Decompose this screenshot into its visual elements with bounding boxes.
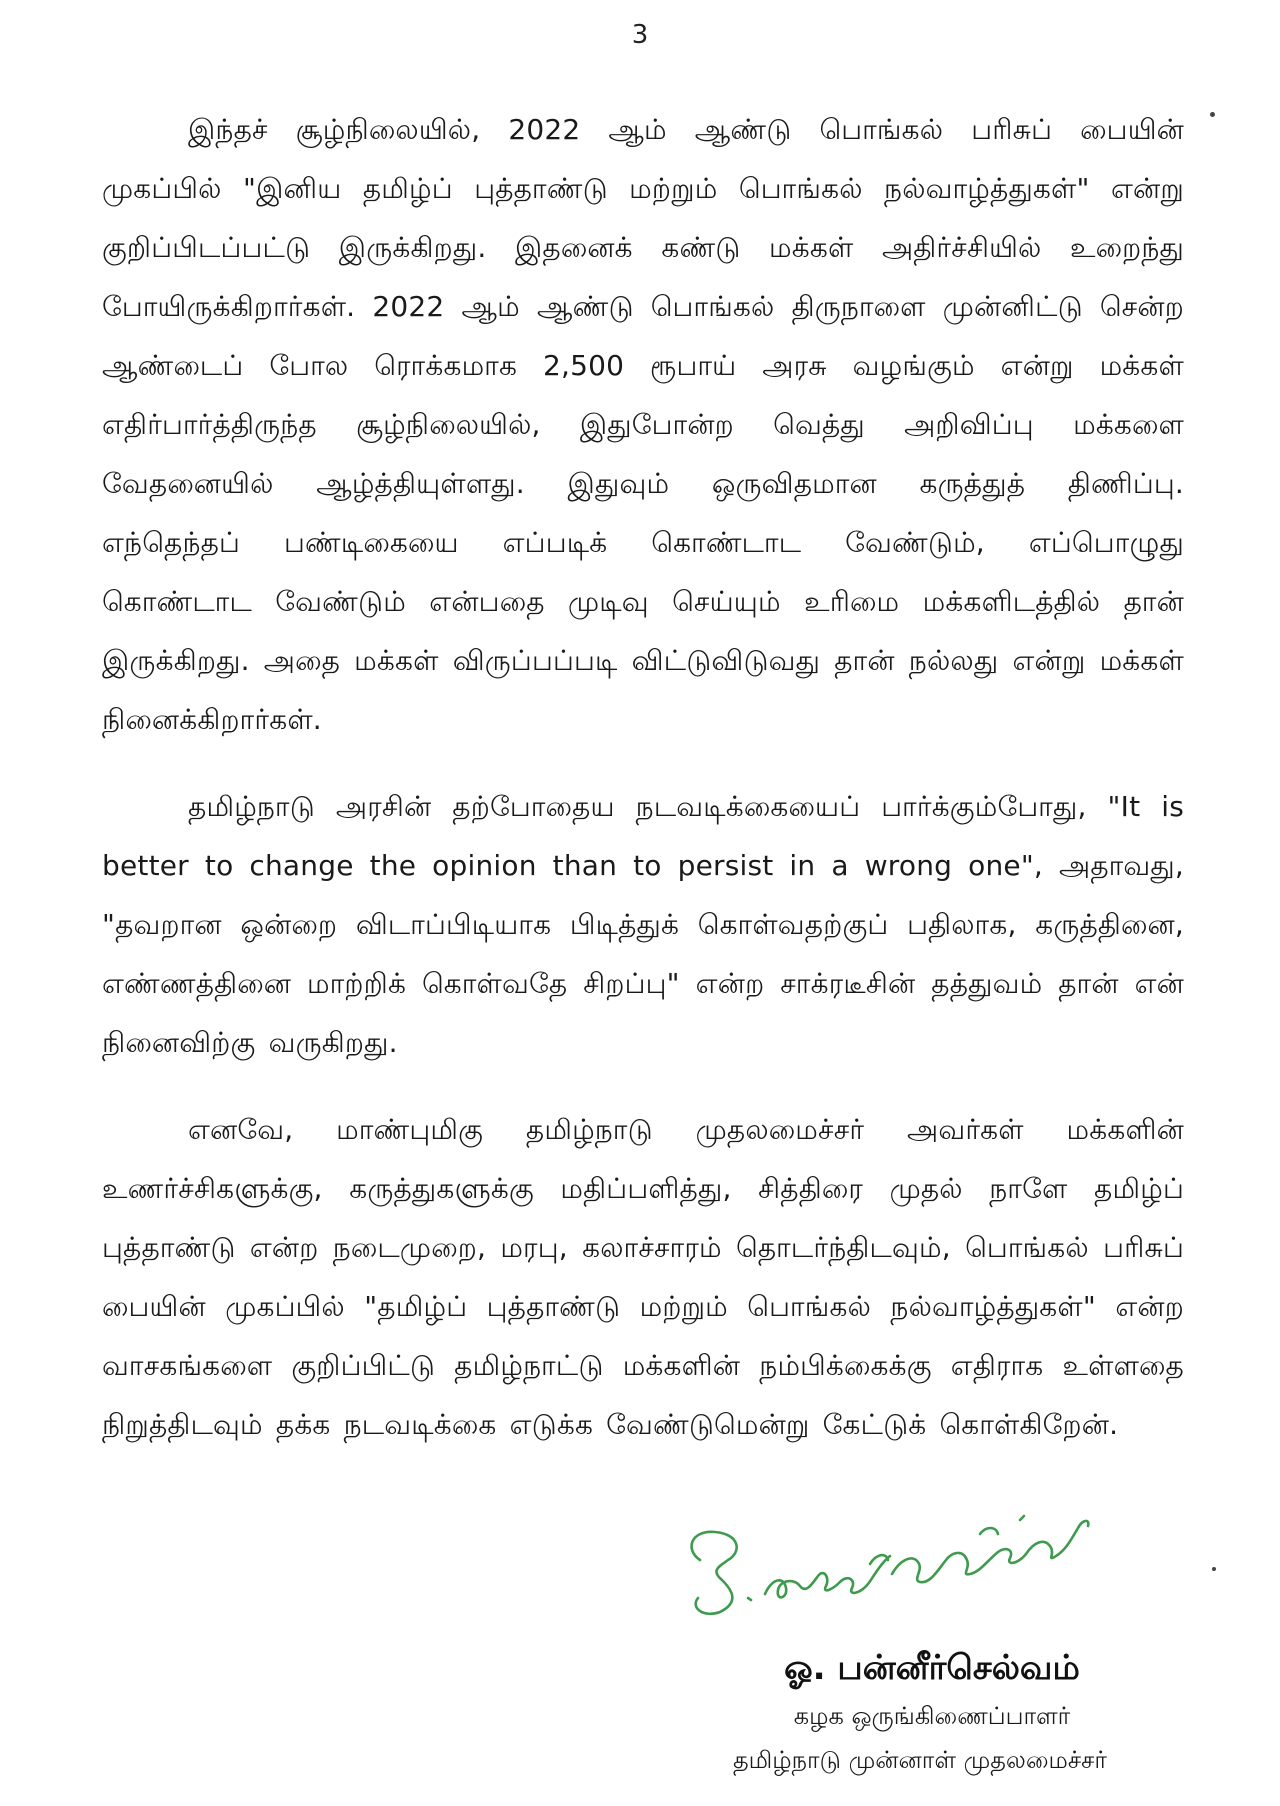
letter-body — [102, 100, 1184, 1454]
signatory-title: தமிழ்நாடு முன்னாள் முதலமைச்சர் — [733, 1746, 1107, 1774]
paragraph-1: இந்தச் சூழ்நிலையில், 2022 ஆம் ஆண்டு பொங்கல் பரிசுப் பையின் முகப்பில் "இனிய தமிழ்ப் புத்தாண்டு மற்றும் பொங்கல் நல்வாழ்த்துகள்" என்று குறிப்பிடப்பட்டு இருக்கிறது. இதனைக் கண்டு மக்கள் அதிர்ச்சியில் உறைந்து போயிருக்கிறார்கள். 2022 ஆம் ஆண்டு பொங்கல் திருநாளை முன்னிட்டு சென்ற ஆண்டைப் போல ரொக்கமாக 2,500 ரூபாய் அரசு வழங்கும் என்று மக்கள் எதிர்பார்த்திருந்த சூழ்நிலையில், இதுபோன்ற வெத்து அறிவிப்பு மக்களை வேதனையில் ஆழ்த்தியுள்ளது. இதுவும் ஒருவிதமான கருத்துத் திணிப்பு. எந்தெந்தப் பண்டிகையை எப்படிக் கொண்டாட வேண்டும், எப்பொழுது கொண்டாட வேண்டும் என்பதை முடிவு செய்யும் உரிமை மக்களிடத்தில் தான் இருக்கிறது. அதை மக்கள் விருப்பப்படி விட்டுவிடுவது தான் நல்லது என்று மக்கள் நினைக்கிறார்கள். — [102, 113, 1184, 736]
paragraph-2: தமிழ்நாடு அரசின் தற்போதைய நடவடிக்கையைப் பார்க்கும்போது, "It is better to change the opinion than to persist in a wrong one", அதாவது, "தவறான ஒன்றை விடாப்பிடியாக பிடித்துக் கொள்வதற்குப் பதிலாக, கருத்தினை, எண்ணத்தினை மாற்றிக் கொள்வதே சிறப்பு" என்ற சாக்ரடீசின் தத்துவம் தான் என் நினைவிற்கு வருகிறது. — [102, 790, 1184, 1059]
scan-speck — [1210, 112, 1215, 117]
signatory-name: ஓ. பன்னீர்செல்வம் — [784, 1648, 1080, 1688]
handwritten-signature — [680, 1490, 1100, 1630]
signatory-role: கழக ஒருங்கிணைப்பாளர் — [793, 1702, 1071, 1730]
scan-speck — [1212, 1567, 1216, 1571]
page-number: 3 — [631, 20, 649, 50]
signature-block — [640, 1490, 1200, 1790]
paragraph-3: எனவே, மாண்புமிகு தமிழ்நாடு முதலமைச்சர் அவர்கள் மக்களின் உணர்ச்சிகளுக்கு, கருத்துகளுக்கு மதிப்பளித்து, சித்திரை முதல் நாளே தமிழ்ப் புத்தாண்டு என்ற நடைமுறை, மரபு, கலாச்சாரம் தொடர்ந்திடவும், பொங்கல் பரிசுப் பையின் முகப்பில் "தமிழ்ப் புத்தாண்டு மற்றும் பொங்கல் நல்வாழ்த்துகள்" என்ற வாசகங்களை குறிப்பிட்டு தமிழ்நாட்டு மக்களின் நம்பிக்கைக்கு எதிராக உள்ளதை நிறுத்திடவும் தக்க நடவடிக்கை எடுக்க வேண்டுமென்று கேட்டுக் கொள்கிறேன். — [102, 1113, 1184, 1441]
